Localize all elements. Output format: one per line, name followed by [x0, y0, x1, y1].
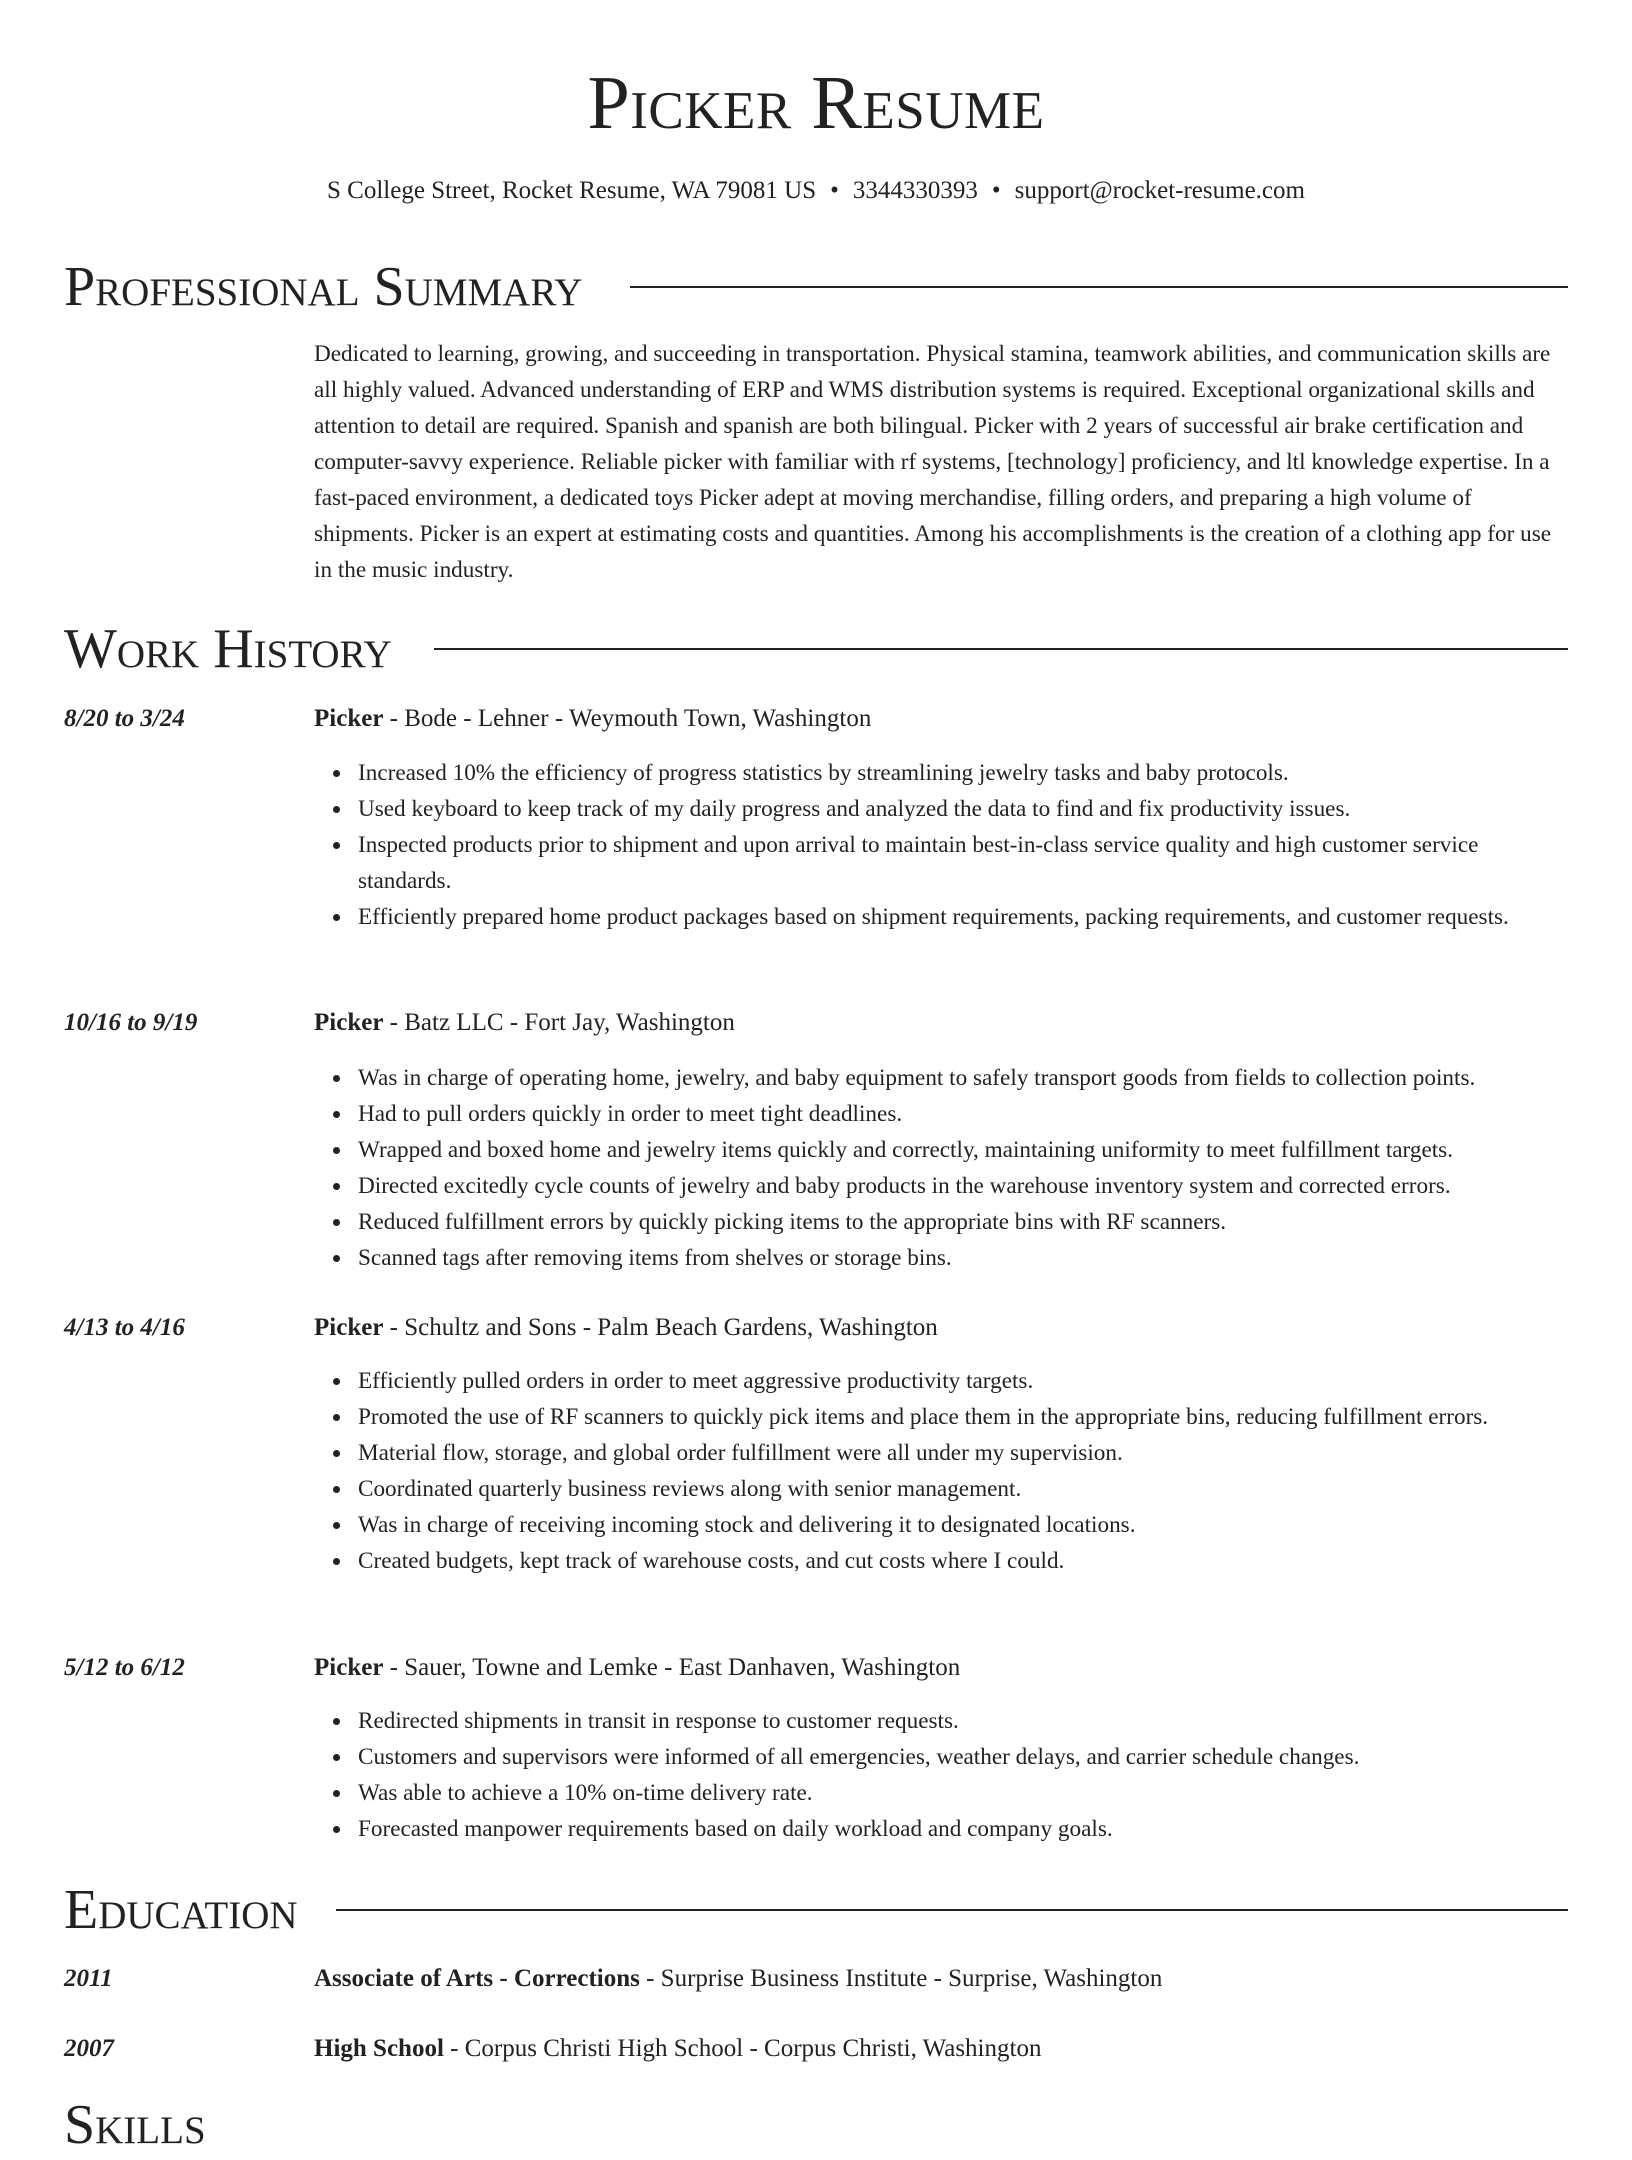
job-headline [314, 1005, 735, 1041]
job-role: Picker [314, 705, 384, 732]
job-dates: 5/12 to 6/12 [64, 1654, 185, 1681]
separator-dot: • [991, 177, 1001, 204]
bullet-item: Was in charge of receiving incoming stock and delivering it to designated locations. [314, 1507, 1574, 1543]
summary-heading [64, 252, 1568, 322]
education-details: - Surprise Business Institute - Surprise, Washington [639, 1965, 1163, 1992]
summary-text: Dedicated to learning, growing, and succeeding in transportation. Physical stamina, teamwork abilities, and communication skills are all highly valued. Advanced understanding of ERP and WMS distribution systems is required. Exceptional organizational skills and attention to detail are required. Spanish and spanish are both bilingual. Picker with 2 years of successful air brake certification and computer-savvy experience. Reliable picker with familiar with rf systems, [technology] proficiency, and ltl knowledge expertise. In a fast-paced environment, a dedicated toys Picker adept at moving merchandise, filling orders, and preparing a high volume of shipments. Picker is an expert at estimating costs and quantities. Among his accomplishments is the creation of a clothing app for use in the music industry. [314, 341, 1552, 583]
job-details: - Bode - Lehner - Weymouth Town, Washington [383, 705, 872, 732]
bullet-item: Reduced fulfillment errors by quickly picking items to the appropriate bins with RF scanners. [314, 1204, 1574, 1240]
address: S College Street, Rocket Resume, WA 79081 US [327, 177, 817, 204]
phone-number: 3344330393 [852, 177, 978, 204]
bullet-item: Scanned tags after removing items from shelves or storage bins. [314, 1240, 1574, 1276]
skills-heading: Skills [64, 2094, 206, 2156]
job-bullets [314, 1363, 1574, 1579]
bullet-item: Created budgets, kept track of warehouse costs, and cut costs where I could. [314, 1543, 1574, 1579]
bullet-item: Was able to achieve a 10% on-time delivery rate. [314, 1775, 1574, 1811]
resume-title: Picker Resume [587, 61, 1045, 145]
job-headline [314, 1650, 960, 1686]
bullet-item: Wrapped and boxed home and jewelry items quickly and correctly, maintaining uniformity to meet fulfillment targets. [314, 1132, 1574, 1168]
section-title: Work History [64, 614, 424, 684]
education-year: 2011 [64, 1965, 113, 1992]
education-headline [314, 1961, 1162, 1997]
bullet-item: Used keyboard to keep track of my daily progress and analyzed the data to find and fix productivity issues. [314, 791, 1574, 827]
contact-line [0, 174, 1632, 208]
job-headline [314, 701, 871, 737]
education-degree: Associate of Arts - Corrections [314, 1965, 640, 1992]
job-dates: 8/20 to 3/24 [64, 705, 185, 732]
job-details: - Schultz and Sons - Palm Beach Gardens, Washington [383, 1314, 938, 1341]
education-headline [314, 2031, 1041, 2067]
education-degree: High School [314, 2035, 444, 2062]
job-details: - Batz LLC - Fort Jay, Washington [383, 1009, 735, 1036]
bullet-item: Forecasted manpower requirements based on daily workload and company goals. [314, 1811, 1574, 1847]
separator-dot: • [830, 177, 839, 204]
education-year: 2007 [64, 2035, 114, 2062]
job-role: Picker [314, 1654, 384, 1681]
bullet-item: Was in charge of operating home, jewelry, and baby equipment to safely transport goods from fields to collection points. [314, 1060, 1574, 1096]
bullet-item: Directed excitedly cycle counts of jewelry and baby products in the warehouse inventory system and corrected errors. [314, 1168, 1574, 1204]
job-headline [314, 1310, 938, 1346]
job-role: Picker [314, 1009, 384, 1036]
job-bullets [314, 1060, 1574, 1276]
bullet-item: Coordinated quarterly business reviews along with senior management. [314, 1471, 1574, 1507]
job-role: Picker [314, 1314, 384, 1341]
bullet-item: Had to pull orders quickly in order to meet tight deadlines. [314, 1096, 1574, 1132]
job-details: - Sauer, Towne and Lemke - East Danhaven, Washington [383, 1654, 961, 1681]
job-dates: 4/13 to 4/16 [64, 1314, 185, 1341]
section-rule [434, 648, 1568, 650]
bullet-item: Efficiently prepared home product packages based on shipment requirements, packing requirements, and customer requests. [314, 899, 1574, 935]
section-title: Education [64, 1875, 330, 1945]
section-rule [630, 286, 1568, 288]
job-dates: 10/16 to 9/19 [64, 1009, 198, 1036]
section-rule [336, 1909, 1568, 1911]
bullet-item: Redirected shipments in transit in response to customer requests. [314, 1703, 1574, 1739]
section-title: Professional Summary [64, 252, 614, 322]
bullet-item: Promoted the use of RF scanners to quickly pick items and place them in the appropriate bins, reducing fulfillment errors. [314, 1399, 1574, 1435]
work-history-heading [64, 614, 1568, 684]
job-bullets [314, 755, 1574, 935]
job-bullets [314, 1703, 1574, 1847]
bullet-item: Material flow, storage, and global order fulfillment were all under my supervision. [314, 1435, 1574, 1471]
education-heading [64, 1875, 1568, 1945]
bullet-item: Efficiently pulled orders in order to meet aggressive productivity targets. [314, 1363, 1574, 1399]
email-address: support@rocket-resume.com [1014, 177, 1305, 204]
bullet-item: Inspected products prior to shipment and upon arrival to maintain best-in-class service quality and high customer service standards. [314, 827, 1574, 899]
education-details: - Corpus Christi High School - Corpus Christi, Washington [443, 2035, 1042, 2062]
bullet-item: Increased 10% the efficiency of progress statistics by streamlining jewelry tasks and baby protocols. [314, 755, 1574, 791]
bullet-item: Customers and supervisors were informed of all emergencies, weather delays, and carrier schedule changes. [314, 1739, 1574, 1775]
